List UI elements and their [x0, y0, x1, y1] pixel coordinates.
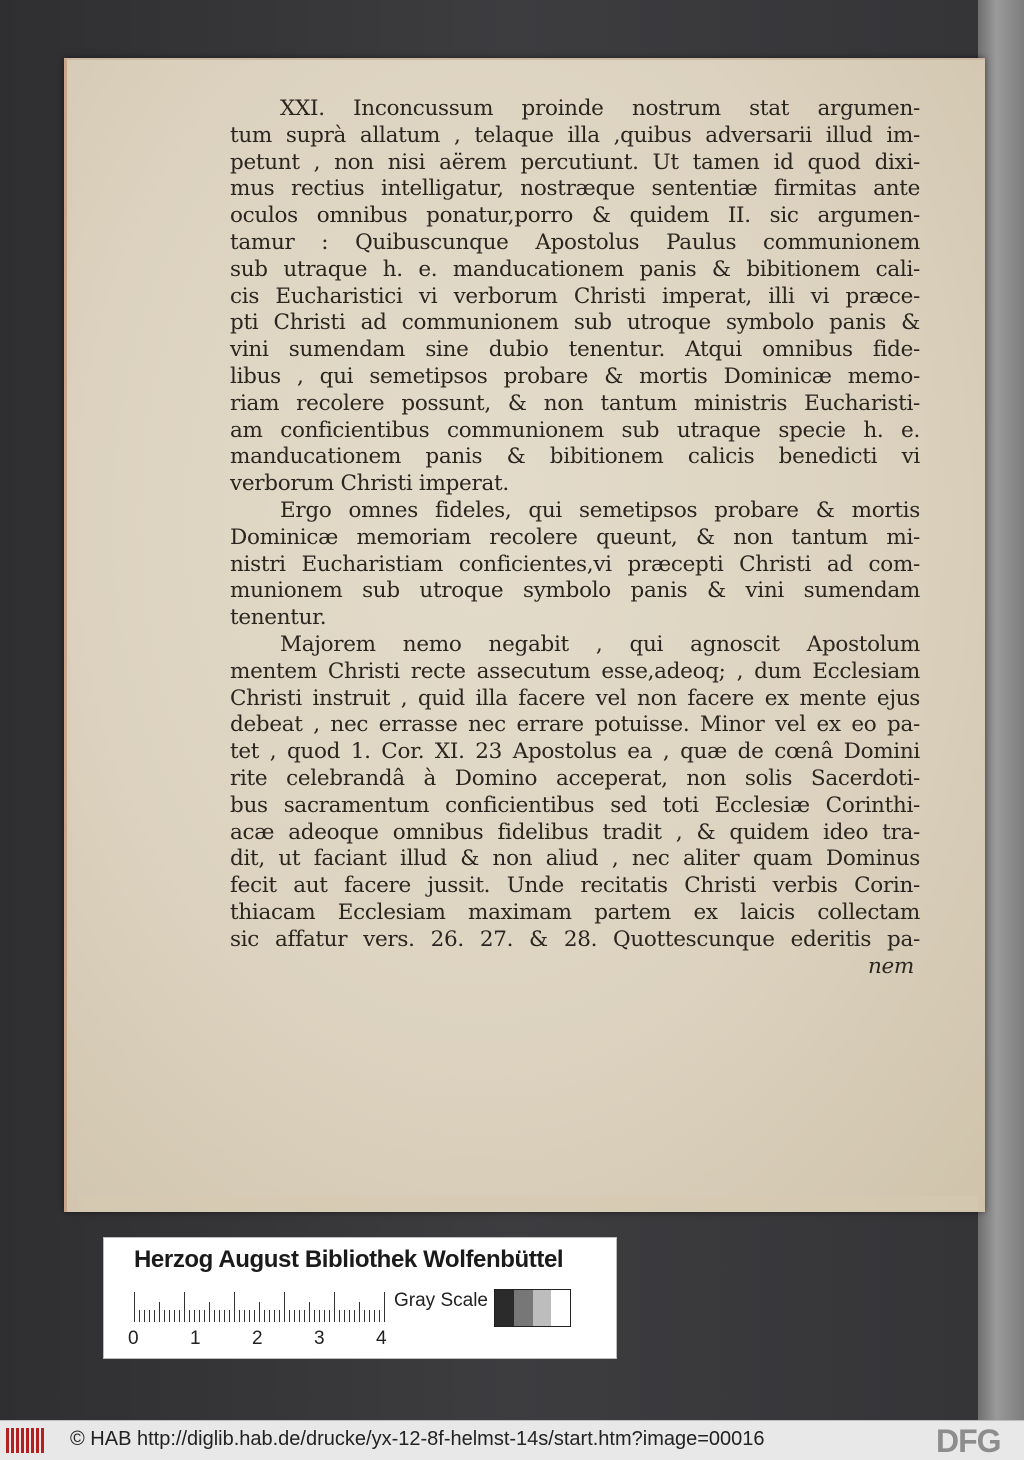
- ruler-number: 2: [252, 1328, 263, 1349]
- ruler-tick: [239, 1310, 240, 1322]
- text-line: munionem sub utroque symbolo panis & vini sumendam: [230, 578, 920, 604]
- barcode-bar: [11, 1428, 14, 1453]
- ruler-tick: [224, 1310, 225, 1322]
- ruler-tick: [319, 1310, 320, 1322]
- footer-bar: [0, 1420, 1024, 1460]
- text-line: nistri Eucharistiam conficientes,vi præcepti Christi ad com-: [230, 551, 920, 577]
- ruler-tick: [309, 1302, 310, 1322]
- ruler-tick: [229, 1310, 230, 1322]
- ruler-tick: [199, 1310, 200, 1322]
- text-line: acæ adeoque omnibus fidelibus tradit , & quidem ideo tra-: [230, 819, 920, 845]
- text-line: mentem Christi recte assecutum esse,adeoq; , dum Ecclesiam: [230, 658, 920, 684]
- ruler-number: 1: [190, 1328, 201, 1349]
- ruler-tick: [374, 1310, 375, 1322]
- text-line: tet , quod 1. Cor. XI. 23 Apostolus ea , quæ de cœnâ Domini: [230, 739, 920, 765]
- text-line: thiacam Ecclesiam maximam partem ex laicis collectam: [230, 899, 920, 925]
- ruler-tick: [134, 1292, 135, 1322]
- ruler-tick: [154, 1310, 155, 1322]
- text-line: cis Eucharistici vi verborum Christi imperat, illi vi præce-: [230, 283, 920, 309]
- ruler-tick: [349, 1310, 350, 1322]
- ruler-tick: [264, 1310, 265, 1322]
- text-line: dit, ut faciant illud & non aliud , nec aliter quam Dominus: [230, 846, 920, 872]
- barcode-bar: [21, 1428, 24, 1453]
- text-line: bus sacramentum conficientibus sed toti Ecclesiæ Corinthi-: [230, 792, 920, 818]
- footer-credit-link[interactable]: © HAB http://diglib.hab.de/drucke/yx-12-8f-helmst-14s/start.htm?image=00016: [70, 1428, 765, 1450]
- ruler-number: 4: [376, 1328, 387, 1349]
- ruler-tick: [344, 1310, 345, 1322]
- text-line: Christi instruit , quid illa facere vel non facere ex mente ejus: [230, 685, 920, 711]
- ruler-tick: [174, 1310, 175, 1322]
- text-line: vini sumendam sine dubio tenentur. Atqui omnibus fide-: [230, 337, 920, 363]
- text-line: petunt , non nisi aërem percutiunt. Ut tamen id quod dixi-: [230, 149, 920, 175]
- ruler-tick: [234, 1292, 235, 1322]
- text-line: tum suprà allatum , telaque illa ,quibus adversarii illud im-: [230, 122, 920, 148]
- ruler-number: 3: [314, 1328, 325, 1349]
- ruler-tick: [384, 1292, 385, 1322]
- text-line: rite celebrandâ à Domino acceperat, non solis Sacerdoti-: [230, 765, 920, 791]
- ruler-tick: [219, 1310, 220, 1322]
- text-line: nem: [867, 953, 914, 979]
- ruler-tick: [149, 1310, 150, 1322]
- text-line: XXI. Inconcussum proinde nostrum stat argumen-: [280, 96, 920, 121]
- ruler-tick: [194, 1310, 195, 1322]
- ruler-tick: [189, 1310, 190, 1322]
- barcode-icon: [6, 1428, 48, 1453]
- barcode-bar: [36, 1428, 39, 1453]
- page-text: [230, 96, 920, 980]
- library-name: Herzog August Bibliothek Wolfenbüttel: [134, 1246, 564, 1273]
- ruler-tick: [184, 1292, 185, 1322]
- ruler-tick: [249, 1310, 250, 1322]
- text-line: riam recolere possunt, & non tantum ministris Eucharisti-: [230, 390, 920, 416]
- text-line: libus , qui semetipsos probare & mortis Dominicæ memo-: [230, 363, 920, 389]
- ruler-tick: [269, 1310, 270, 1322]
- barcode-bar: [41, 1428, 44, 1453]
- ruler-tick: [179, 1310, 180, 1322]
- ruler-tick: [294, 1310, 295, 1322]
- barcode-bar: [26, 1428, 29, 1453]
- gray-scale-label: Gray Scale: [394, 1290, 488, 1311]
- dfg-logo: DFG: [936, 1423, 1001, 1459]
- ruler-tick: [304, 1310, 305, 1322]
- ruler-number: 0: [128, 1328, 139, 1349]
- barcode-bar: [16, 1428, 19, 1453]
- ruler-tick: [314, 1310, 315, 1322]
- ruler-tick: [339, 1310, 340, 1322]
- ruler-tick: [204, 1310, 205, 1322]
- text-line: oculos omnibus ponatur,porro & quidem II. sic argumen-: [230, 203, 920, 229]
- ruler-tick: [214, 1310, 215, 1322]
- barcode-bar: [31, 1428, 34, 1453]
- gray-swatch: [495, 1290, 514, 1326]
- text-line: tenentur.: [230, 605, 327, 631]
- ruler-tick: [369, 1310, 370, 1322]
- ruler-tick: [279, 1310, 280, 1322]
- ruler-scale: [134, 1292, 384, 1322]
- ruler-tick: [334, 1292, 335, 1322]
- text-line: mus rectius intelligatur, nostræque sententiæ firmitas ante: [230, 176, 920, 202]
- text-line: fecit aut facere jussit. Unde recitatis Christi verbis Corin-: [230, 873, 920, 899]
- ruler-tick: [329, 1310, 330, 1322]
- ruler-tick: [359, 1302, 360, 1322]
- library-label-card: [103, 1237, 617, 1359]
- text-line: Ergo omnes fideles, qui semetipsos probare & mortis: [280, 497, 920, 523]
- barcode-bar: [6, 1428, 9, 1453]
- ruler-tick: [209, 1302, 210, 1322]
- ruler-numbers: [128, 1328, 408, 1352]
- ruler-tick: [379, 1310, 380, 1322]
- text-line: Dominicæ memoriam recolere queunt, & non tantum mi-: [230, 524, 920, 550]
- ruler-tick: [169, 1310, 170, 1322]
- ruler-tick: [254, 1310, 255, 1322]
- ruler-tick: [354, 1310, 355, 1322]
- text-line: tamur : Quibuscunque Apostolus Paulus communionem: [230, 229, 920, 255]
- ruler-tick: [259, 1302, 260, 1322]
- page-edge: [78, 1196, 978, 1210]
- ruler-tick: [244, 1310, 245, 1322]
- text-line: sub utraque h. e. manducationem panis & bibitionem cali-: [230, 256, 920, 282]
- ruler-tick: [274, 1310, 275, 1322]
- text-line: Majorem nemo negabit , qui agnoscit Apostolum: [280, 631, 920, 657]
- gray-scale-swatches: [494, 1289, 571, 1327]
- ruler-tick: [284, 1292, 285, 1322]
- ruler-tick: [299, 1310, 300, 1322]
- text-line: pti Christi ad communionem sub utroque symbolo panis &: [230, 310, 920, 336]
- text-line: manducationem panis & bibitionem calicis benedicti vi: [230, 444, 920, 470]
- text-line: am conficientibus communionem sub utraque specie h. e.: [230, 417, 920, 443]
- ruler-tick: [324, 1310, 325, 1322]
- text-line: sic affatur vers. 26. 27. & 28. Quottescunque ederitis pa-: [230, 926, 920, 952]
- ruler-tick: [289, 1310, 290, 1322]
- ruler-tick: [364, 1310, 365, 1322]
- ruler-tick: [139, 1310, 140, 1322]
- ruler-tick: [164, 1310, 165, 1322]
- ruler-tick: [144, 1310, 145, 1322]
- gray-swatch: [533, 1290, 552, 1326]
- text-line: debeat , nec errasse nec errare potuisse. Minor vel ex eo pa-: [230, 712, 920, 738]
- gray-swatch: [514, 1290, 533, 1326]
- text-line: verborum Christi imperat.: [230, 471, 509, 497]
- gray-swatch: [551, 1290, 570, 1326]
- ruler-tick: [159, 1302, 160, 1322]
